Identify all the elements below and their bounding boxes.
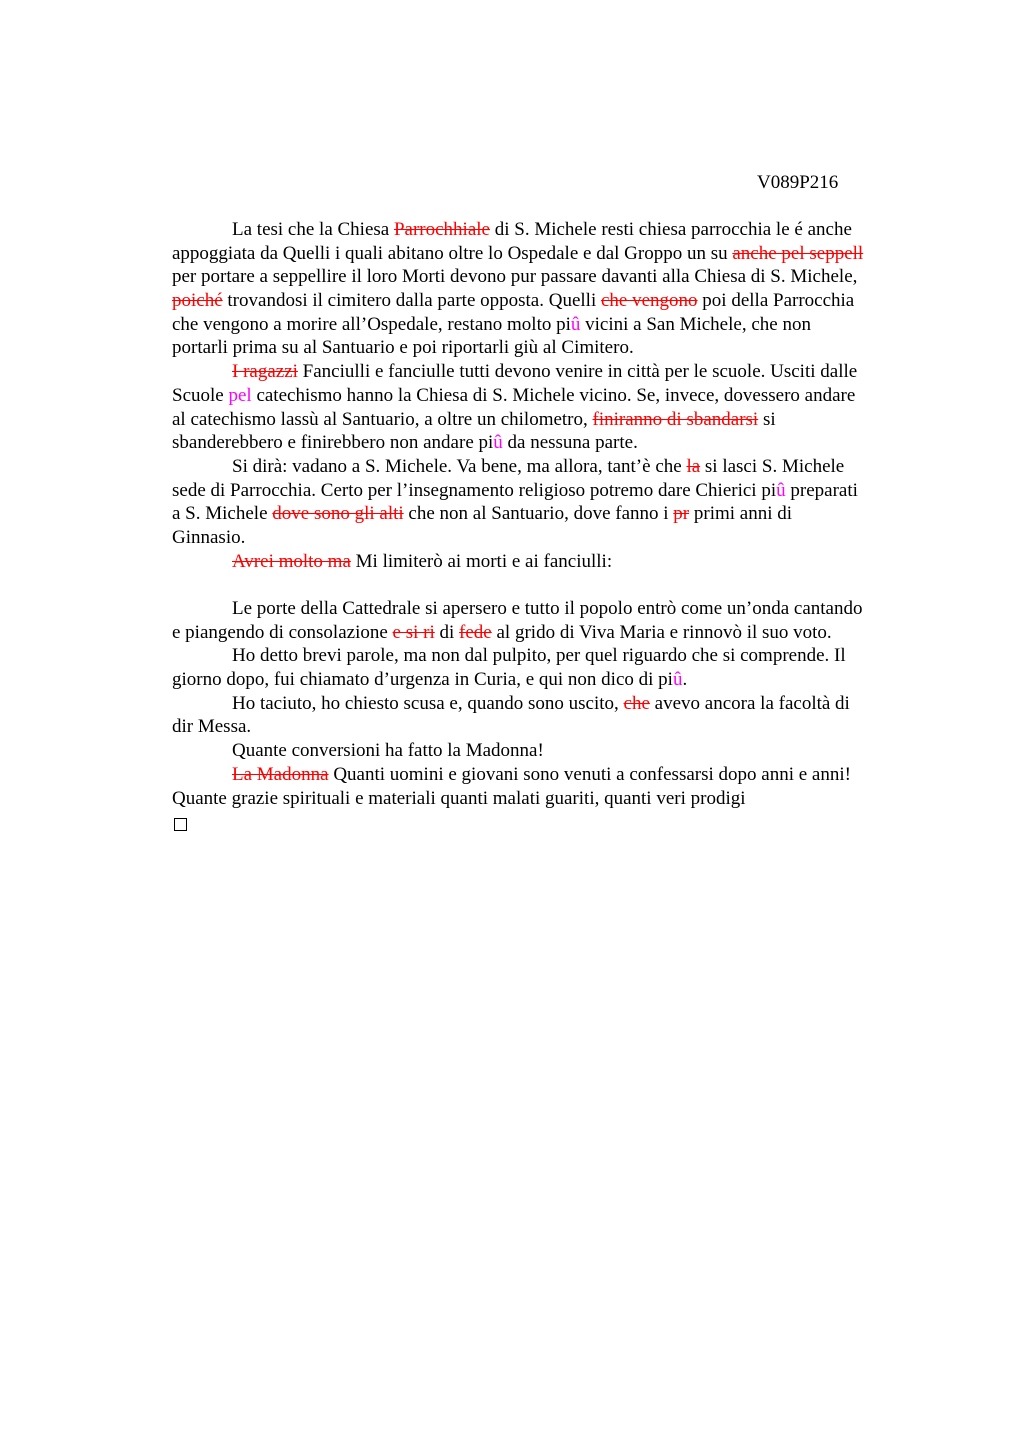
deleted-text: fede [459,621,492,643]
text-line [172,621,932,645]
highlighted-text: û [776,479,786,501]
text-line [172,479,932,503]
text-segment: al grido di Viva Maria e rinnovò il suo voto. [491,621,832,643]
text-line [172,739,932,763]
text-line [172,265,932,289]
text-segment: portarli prima su al Santuario e poi riportarli giù al Cimitero. [172,337,634,359]
text-line [172,550,932,574]
deleted-text: che vengono [600,290,698,312]
deleted-text: la [686,455,701,477]
document-body [172,218,932,834]
text-segment: al catechismo lassù al Santuario, a oltre un chilometro, [172,408,593,430]
text-line [172,668,932,692]
text-segment: si lasci S. Michele [700,455,845,477]
paragraph-gap [172,573,932,597]
text-segment: Ho detto brevi parole, ma non dal pulpito, per quel riguardo che si comprende. Il [232,645,846,667]
text-line [172,715,932,739]
text-segment: si [758,408,776,430]
text-line [172,644,932,668]
text-segment: poi della Parrocchia [697,290,855,312]
text-segment: di [434,621,460,643]
text-line [172,455,932,479]
highlighted-text: pel [228,384,252,406]
text-segment: primi anni di [689,503,793,525]
text-segment: che vengono a morire all’Ospedale, restano molto pi [172,313,571,335]
text-line [172,431,932,455]
text-line [172,218,932,242]
highlighted-text: û [493,432,503,454]
deleted-text: finiranno di sbandarsi [592,408,759,430]
text-segment: che non al Santuario, dove fanno i [403,503,674,525]
document-id: V089P216 [757,172,839,193]
text-line [172,526,932,550]
text-line [172,692,932,716]
text-line [172,313,932,337]
text-segment: trovandosi il cimitero dalla parte opposta. Quelli [222,290,601,312]
text-line [172,242,932,266]
text-segment: giorno dopo, fui chiamato d’urgenza in Curia, e qui non dico di pi [172,669,673,691]
deleted-text: pr [673,503,690,525]
text-line [172,384,932,408]
highlighted-text: û [672,669,683,691]
deleted-text: dove sono gli alti [272,503,404,525]
text-segment: dir Messa. [172,716,252,738]
text-segment: e piangendo di consolazione [172,621,393,643]
text-segment: per portare a seppellire il loro Morti devono pur passare davanti alla Chiesa di S. Michele, [172,266,858,288]
text-line [172,787,932,811]
text-segment: appoggiata da Quelli i quali abitano oltre lo Ospedale e dal Groppo un su [172,242,733,264]
text-line [172,502,932,526]
text-line [172,360,932,384]
text-segment: Scuole [172,384,229,406]
text-segment: avevo ancora la facoltà di [649,692,850,714]
deleted-text: I ragazzi [232,361,298,383]
text-line [172,597,932,621]
text-segment: Quante conversioni ha fatto la Madonna! [232,740,544,762]
text-line [172,289,932,313]
deleted-text: e si ri [392,621,435,643]
deleted-text: La Madonna [232,763,329,785]
deleted-text: che [623,692,650,714]
deleted-text: Parrochhiale [393,219,490,240]
deleted-text: poiché [172,290,223,312]
text-segment: Ginnasio. [172,526,246,548]
text-line [172,336,932,360]
text-segment: di S. Michele resti chiesa parrocchia le é anche [489,219,852,240]
text-line [172,763,932,787]
text-segment: Quanti uomini e giovani sono venuti a confessarsi dopo anni e anni! [328,763,851,785]
text-segment: vicini a San Michele, che non [580,313,811,335]
text-segment: . [682,669,688,691]
empty-square-icon [174,818,187,831]
end-marker-line [172,810,932,834]
text-segment: a S. Michele [172,503,273,525]
text-segment: Le porte della Cattedrale si apersero e tutto il popolo entrò come un’onda cantando [232,598,863,619]
text-segment: Quante grazie spirituali e materiali quanti malati guariti, quanti veri prodigi [172,787,746,809]
text-segment: da nessuna parte. [502,432,638,454]
deleted-text: anche pel seppell [732,242,864,264]
deleted-text: Avrei molto ma [232,550,351,572]
text-segment: sede di Parrocchia. Certo per l’insegnamento religioso potremo dare Chierici pi [172,479,777,501]
text-segment: La tesi che la Chiesa [232,219,394,240]
text-segment: Ho taciuto, ho chiesto scusa e, quando sono uscito, [232,692,624,714]
text-segment: preparati [785,479,858,501]
text-line [172,408,932,432]
text-segment: sbanderebbero e finirebbero non andare pi [172,432,494,454]
text-segment: Fanciulli e fanciulle tutti devono venire in città per le scuole. Usciti dalle [297,361,858,383]
text-segment: Si dirà: vadano a S. Michele. Va bene, ma allora, tant’è che [232,455,687,477]
text-segment: Mi limiterò ai morti e ai fanciulli: [350,550,613,572]
text-segment: catechismo hanno la Chiesa di S. Michele vicino. Se, invece, dovessero andare [251,384,856,406]
highlighted-text: û [570,313,581,335]
